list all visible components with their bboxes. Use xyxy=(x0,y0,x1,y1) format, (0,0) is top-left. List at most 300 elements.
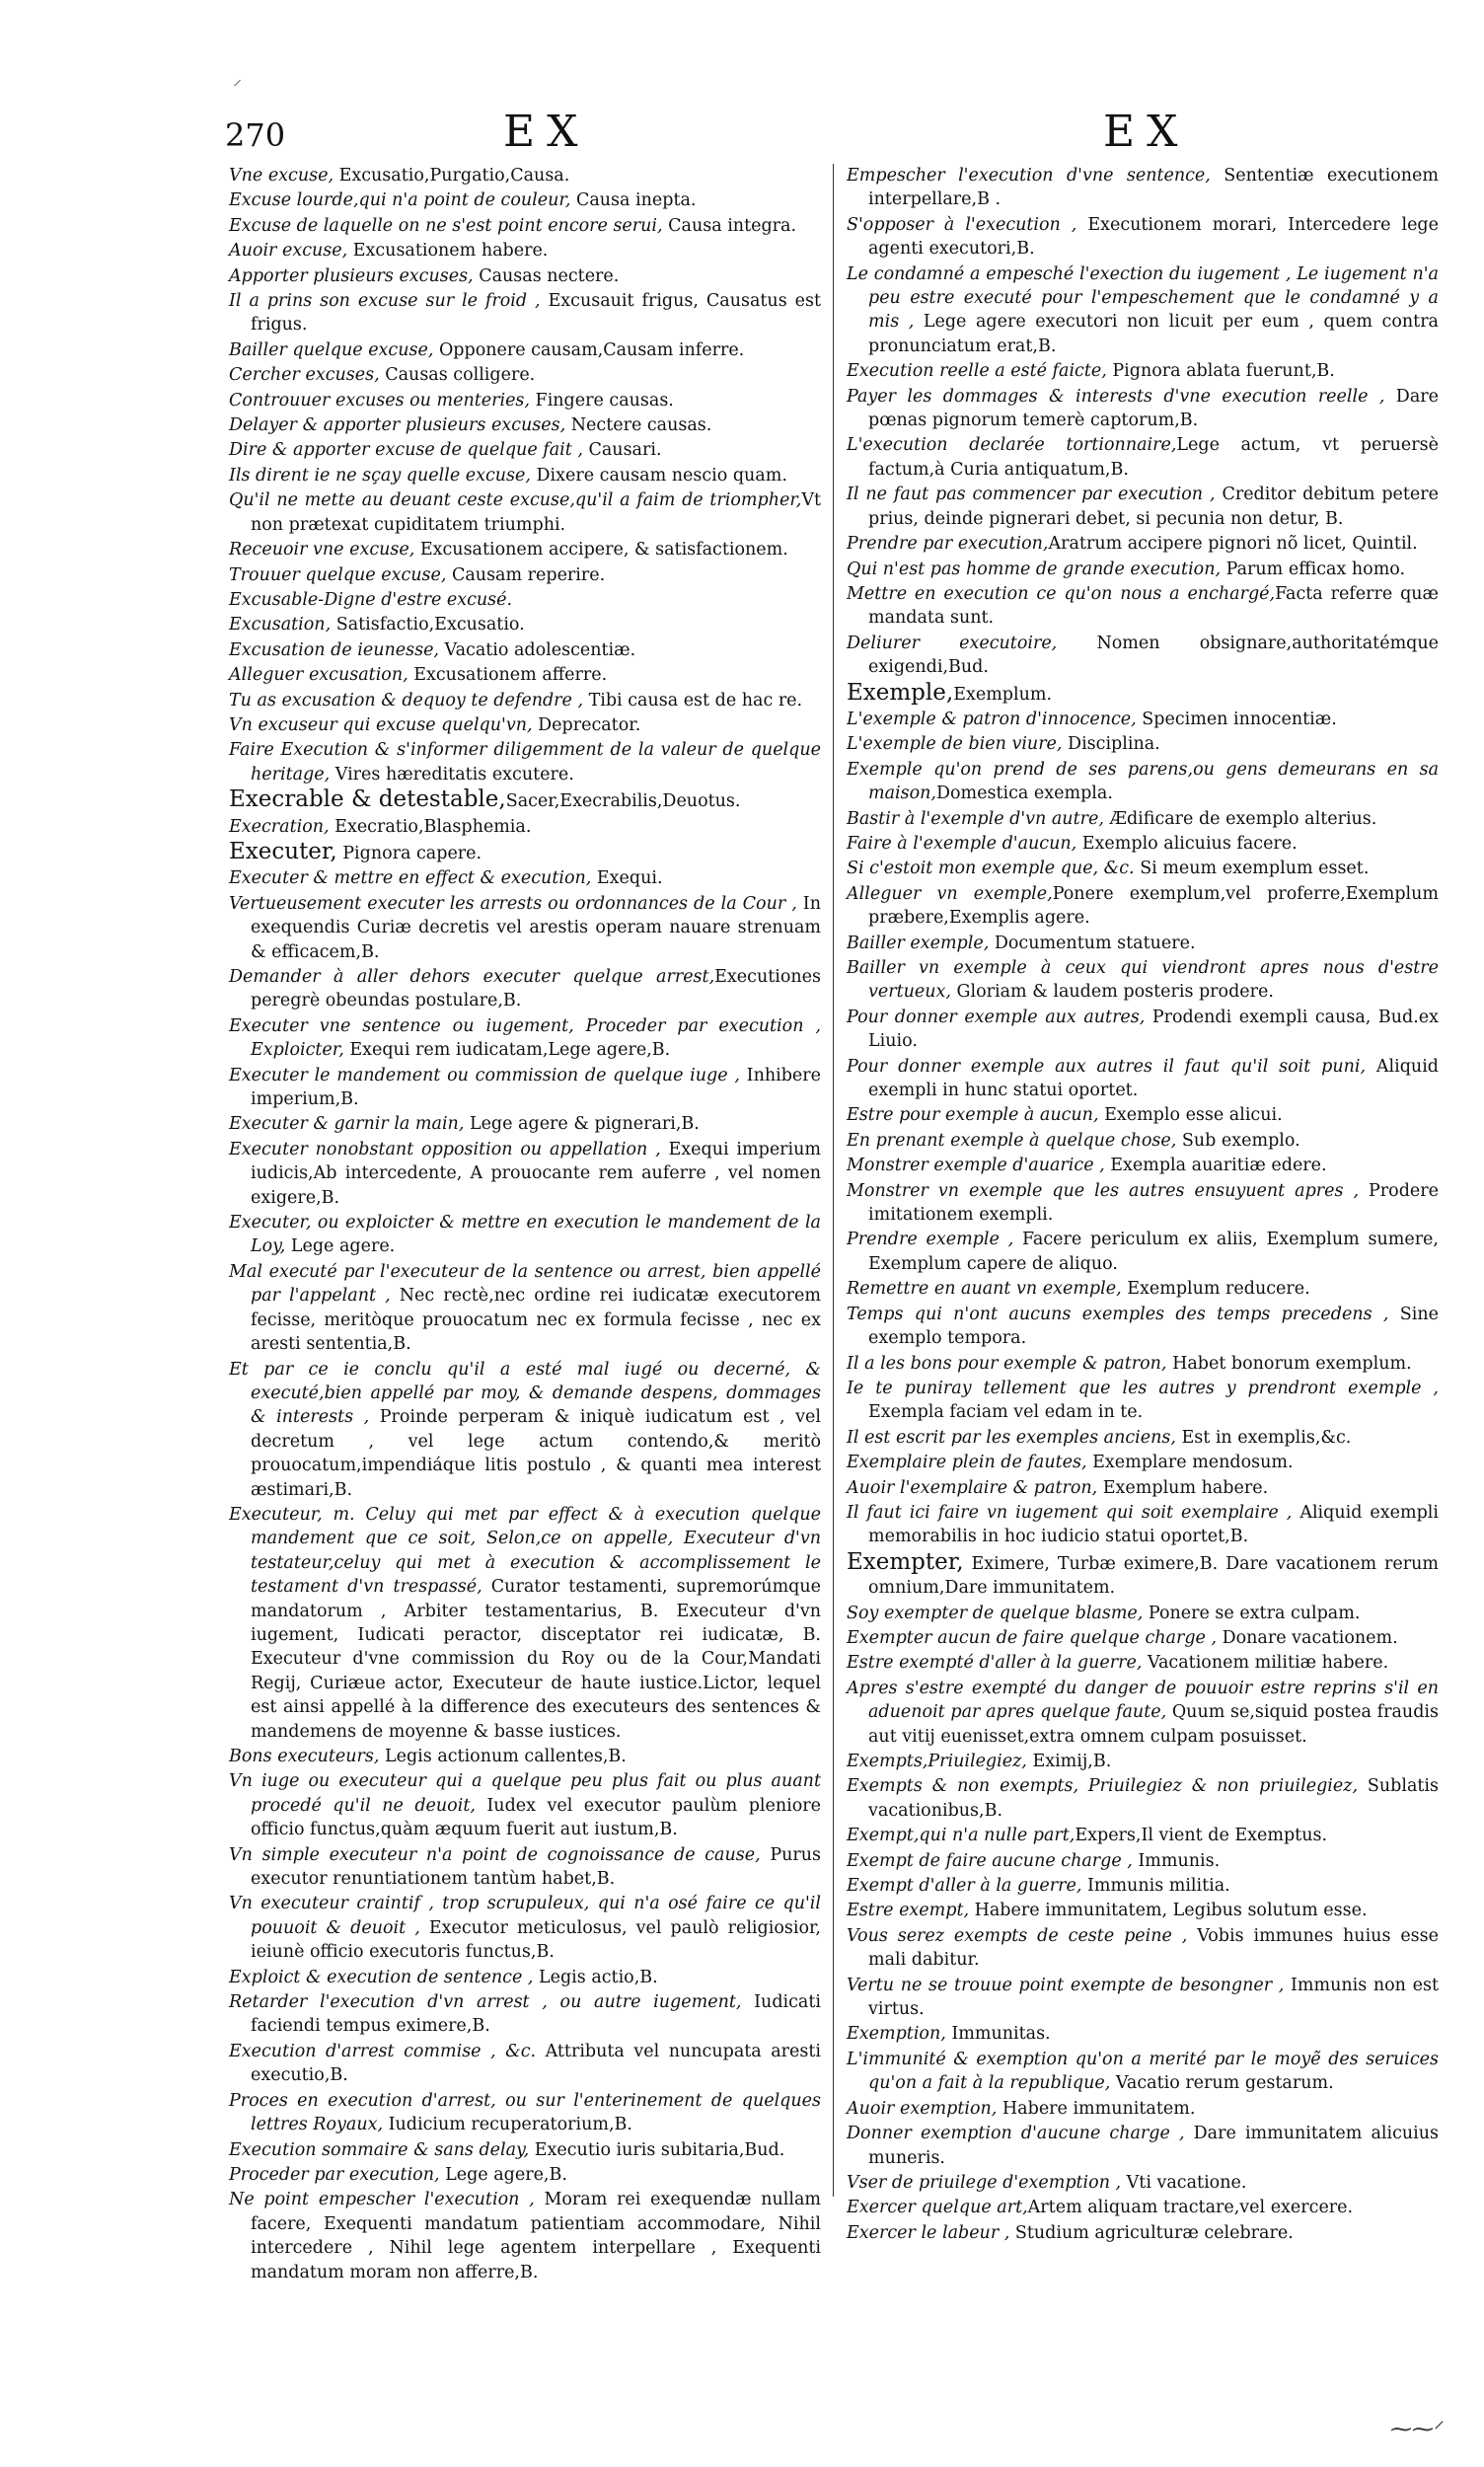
dictionary-entry xyxy=(847,1277,1439,1301)
entry-latin: Sub exemplo. xyxy=(1176,1130,1300,1151)
entry-french: Excuse lourde,qui n'a point de couleur, xyxy=(229,190,571,211)
entry-latin: Ædificare de exemplo alterius. xyxy=(1103,808,1377,829)
entry-french: Excusation de ieunesse, xyxy=(229,639,439,660)
entry-latin: Iudicati faciendi tempus eximere,B. xyxy=(251,1992,821,2037)
entry-french: Estre exempt, xyxy=(847,1901,970,1921)
entry-latin: Ponere exemplum,vel proferre,Exemplum præbere,Exemplis agere. xyxy=(868,883,1440,929)
entry-latin: Tibi causa est de hac re. xyxy=(583,690,803,710)
dictionary-entry xyxy=(229,1358,821,1502)
entry-french: Vn executeur craintif , trop scrupuleux, qui n'a osé faire ce qu'il pouuoit & deuoit , xyxy=(229,1894,821,1938)
dictionary-entry xyxy=(229,1892,821,1964)
dictionary-entry xyxy=(229,1503,821,1744)
dictionary-entry xyxy=(229,2089,821,2137)
entry-latin: Lege agere. xyxy=(285,1236,396,1257)
entry-french: L'immunité & exemption qu'on a merité par le moyẽ des seruices qu'on a fait à la republique, xyxy=(847,2049,1439,2094)
entry-french: Bailler quelque excuse, xyxy=(229,339,434,360)
entry-latin: Vires hæreditatis excutere. xyxy=(330,764,574,785)
entry-french: Controuuer excuses ou menteries, xyxy=(229,390,530,411)
entry-french: Bons executeurs, xyxy=(229,1747,380,1766)
entry-latin: Est in exemplis,&c. xyxy=(1175,1427,1352,1448)
entry-french: Demander à aller dehors executer quelque arrest, xyxy=(229,967,715,987)
entry-latin: Exemplo esse alicui. xyxy=(1098,1105,1283,1126)
entry-french: Exempt de faire aucune charge , xyxy=(847,1850,1133,1871)
entry-latin: Exequi imperium iudicis,Ab intercedente, A prouocante rem auferre , vel nomen exigere,B. xyxy=(251,1139,822,1208)
entry-french: Payer les dommages & interests d'vne execution reelle , xyxy=(847,386,1385,407)
entry-french: Execrable & detestable, xyxy=(229,786,506,813)
entry-french: Vertueusement executer les arrests ou ordonnances de la Cour , xyxy=(229,893,797,914)
dictionary-entry xyxy=(847,1602,1439,1625)
entry-latin: Immunis. xyxy=(1132,1850,1221,1871)
dictionary-entry xyxy=(847,582,1439,631)
entry-french: Exempts & non exempts, Priuilegiez & non priuilegiez, xyxy=(847,1776,1359,1797)
entry-latin: Dare immunitatem alicuius muneris. xyxy=(868,2124,1439,2168)
dictionary-entry xyxy=(229,840,821,865)
entry-french: Executer le mandement ou commission de quelque iuge , xyxy=(229,1065,740,1085)
entry-french: Prendre par execution, xyxy=(847,534,1049,555)
entry-french: Auoir excuse, xyxy=(229,241,348,262)
dictionary-entry xyxy=(229,488,821,537)
entry-french: Executer, xyxy=(229,838,337,864)
entry-latin: Exemplum reducere. xyxy=(1121,1279,1310,1300)
dictionary-entry xyxy=(847,1849,1439,1873)
column-divider xyxy=(833,164,834,2197)
entry-french: Executer & mettre en effect & execution, xyxy=(229,868,592,889)
dictionary-entry xyxy=(847,2171,1439,2195)
entry-latin: Documentum statuere. xyxy=(989,933,1196,953)
footer-mark: ⁓⁓⸍ xyxy=(1389,2418,1445,2442)
dictionary-entry xyxy=(847,2221,1439,2245)
entry-french: Proceder par execution, xyxy=(229,2164,440,2185)
entry-french: Cercher excuses, xyxy=(229,365,380,386)
entry-french: Vn simple executeur n'a point de cognoissance de cause, xyxy=(229,1844,761,1865)
entry-french: Estre pour exemple à aucun, xyxy=(847,1105,1099,1126)
dictionary-entry xyxy=(229,892,821,964)
entry-latin: Nec rectè,nec ordine rei iudicatæ executorem fecisse, meritòque prouocatum nec ex formula fecisse , nec ex aresti sententia,B. xyxy=(251,1286,821,1355)
entry-french: Exemption, xyxy=(847,2024,946,2045)
entry-latin: Si meum exemplum esset. xyxy=(1134,859,1370,879)
dictionary-entry xyxy=(847,1377,1439,1425)
entry-french: Executer vne sentence ou iugement, Proceder par execution , Exploicter, xyxy=(229,1015,821,1061)
entry-latin: Immunis non est virtus. xyxy=(868,1975,1439,2020)
dictionary-entry xyxy=(847,1974,1439,2022)
entry-latin: Legis actio,B. xyxy=(533,1967,658,1987)
entry-latin: Nectere causas. xyxy=(565,415,712,436)
entry-latin: Deprecator. xyxy=(532,714,641,735)
entry-latin: Exemplum habere. xyxy=(1097,1477,1269,1498)
entry-french: Exempt d'aller à la guerre, xyxy=(847,1876,1082,1897)
entry-french: Pour donner exemple aux autres il faut qu'il soit puni, xyxy=(847,1056,1367,1077)
entry-french: Bailler vn exemple à ceux qui viendront apres nous d'estre vertueux, xyxy=(847,958,1439,1003)
dictionary-entry xyxy=(847,1179,1439,1228)
dictionary-entry xyxy=(847,1501,1439,1549)
dictionary-entry xyxy=(847,956,1439,1005)
entry-french: Mal executé par l'executeur de la sentence ou arrest, bien appellé par l'appelant , xyxy=(229,1261,821,1307)
dictionary-entry xyxy=(229,538,821,561)
dictionary-entry xyxy=(229,363,821,387)
dictionary-entry xyxy=(847,1451,1439,1474)
dictionary-entry xyxy=(847,1303,1439,1351)
running-head-left: EX xyxy=(503,107,590,157)
entry-french: Il faut ici faire vn iugement qui soit exemplaire , xyxy=(847,1502,1293,1523)
page-number: 270 xyxy=(225,116,286,154)
entry-latin: Dare pœnas pignorum temerè captorum,B. xyxy=(868,386,1439,431)
entry-latin: Prodendi exempli causa, Bud.ex Liuio. xyxy=(868,1007,1439,1052)
entry-french: Monstrer exemple d'auarice , xyxy=(847,1156,1105,1176)
dictionary-entry xyxy=(229,389,821,412)
entry-latin: Ponere se extra culpam. xyxy=(1143,1603,1361,1623)
entry-french: Receuoir vne excuse, xyxy=(229,540,415,561)
entry-french: Executeur, m. Celuy qui met par effect & à execution quelque mandement que ce soit, Selon,ce on appelle, Executeur d'vn testateur,celuy qui met à execution & accomplissement le testament d'vn trespassé, xyxy=(229,1504,821,1598)
dictionary-entry xyxy=(847,857,1439,880)
entry-french: Auoir exemption, xyxy=(847,2098,998,2119)
entry-french: Empescher l'execution d'vne sentence, xyxy=(847,166,1211,186)
dictionary-entry xyxy=(229,638,821,662)
dictionary-entry xyxy=(847,1550,1439,1601)
dictionary-entry xyxy=(229,438,821,462)
entry-latin: Excusationem accipere, & satisfactionem. xyxy=(414,540,788,561)
entry-latin: Immunis militia. xyxy=(1081,1876,1230,1897)
entry-latin: Vacatio adolescentiæ. xyxy=(438,639,636,660)
entry-latin: Habet bonorum exemplum. xyxy=(1166,1353,1412,1374)
dictionary-entry xyxy=(847,1103,1439,1127)
entry-french: Mettre en execution ce qu'on nous a enchargé, xyxy=(847,583,1276,604)
entry-french: Exemple, xyxy=(847,679,954,706)
entry-latin: Moram rei exequendæ nullam facere, Exequenti mandatum patientiam accommodare, Nihil intercedere , Nihil lege agentem interpellare , Exequenti mandatum moram non afferre,B. xyxy=(251,2190,822,2282)
entry-french: Exercer quelque art, xyxy=(847,2198,1028,2218)
dictionary-entry xyxy=(229,787,821,813)
entry-latin: Exempla faciam vel edam in te. xyxy=(868,1402,1144,1423)
entry-french: Il a les bons pour exemple & patron, xyxy=(847,1353,1167,1374)
entry-latin: Nomen obsignare,authoritatémque exigendi,Bud. xyxy=(868,633,1439,678)
entry-latin: Aratrum accipere pignori nõ licet, Quintil. xyxy=(1048,534,1418,555)
dictionary-entry xyxy=(847,1874,1439,1898)
dictionary-entry xyxy=(847,1006,1439,1054)
entry-latin: Causari. xyxy=(582,440,662,461)
dictionary-entry xyxy=(229,1843,821,1892)
entry-french: Execution reelle a esté faicte, xyxy=(847,361,1107,382)
entry-latin: Fingere causas. xyxy=(529,390,674,411)
entry-french: Remettre en auant vn exemple, xyxy=(847,1279,1122,1300)
dictionary-entry xyxy=(229,1260,821,1357)
entry-latin: Opponere causam,Causam inferre. xyxy=(433,339,745,360)
entry-latin: Pignora ablata fuerunt,B. xyxy=(1106,361,1335,382)
entry-latin: Aliquid exempli in hunc statui oportet. xyxy=(868,1056,1439,1101)
entry-latin: Satisfactio,Excusatio. xyxy=(331,615,525,635)
entry-french: Exploict & execution de sentence , xyxy=(229,1967,534,1987)
dictionary-entry xyxy=(847,1228,1439,1276)
entry-latin: Exemplum. xyxy=(953,684,1053,705)
dictionary-entry xyxy=(229,2138,821,2162)
entry-french: Exemple qu'on prend de ses parens,ou gens demeurans en sa maison, xyxy=(847,759,1439,804)
entry-latin: Causas nectere. xyxy=(473,265,620,286)
dictionary-entry xyxy=(847,2196,1439,2219)
dictionary-entry xyxy=(847,708,1439,731)
entry-latin: Executor meticulosus, vel paulò religiosior, ieiunè officio executoris functus,B. xyxy=(251,1917,821,1963)
entry-latin: Lege agere & pignerari,B. xyxy=(464,1114,700,1135)
entry-latin: Quum se,siquid postea fraudis aut vitij euenisset,extra omnem culpam posuisset. xyxy=(868,1702,1439,1747)
dictionary-entry xyxy=(847,385,1439,433)
dictionary-entry xyxy=(229,713,821,737)
dictionary-entry xyxy=(229,866,821,890)
entry-latin: Immunitas. xyxy=(945,2024,1051,2045)
dictionary-entry xyxy=(847,2097,1439,2121)
dictionary-entry xyxy=(229,1112,821,1136)
entry-latin: Exequi. xyxy=(591,868,663,889)
entry-french: Executer, ou exploicter & mettre en execution le mandement de la Loy, xyxy=(229,1213,821,1257)
dictionary-entry xyxy=(847,1154,1439,1177)
entry-latin: Causam reperire. xyxy=(446,564,606,585)
dictionary-entry xyxy=(847,483,1439,531)
entry-french: Ils dirent ie ne sçay quelle excuse, xyxy=(229,465,531,486)
entry-french: Exempter, xyxy=(847,1548,964,1575)
entry-french: Il est escrit par les exemples anciens, xyxy=(847,1427,1176,1448)
entry-french: Exercer le labeur , xyxy=(847,2222,1010,2243)
dictionary-entry xyxy=(229,264,821,288)
left-column xyxy=(229,164,821,2285)
entry-latin: Sacer,Execrabilis,Deuotus. xyxy=(505,791,741,812)
dictionary-entry xyxy=(847,832,1439,856)
entry-latin: Exemplare mendosum. xyxy=(1086,1453,1294,1473)
entry-latin: Facta referre quæ mandata sunt. xyxy=(868,583,1439,629)
entry-latin: Lege agere,B. xyxy=(439,2164,567,2185)
dictionary-entry xyxy=(229,689,821,712)
entry-french: Temps qui n'ont aucuns exemples des temps precedens , xyxy=(847,1304,1389,1324)
entry-french: Deliurer executoire, xyxy=(847,633,1058,653)
entry-french: Il ne faut pas commencer par execution , xyxy=(847,485,1216,505)
dictionary-entry xyxy=(847,433,1439,482)
entry-latin: Inhibere imperium,B. xyxy=(251,1065,821,1110)
dictionary-entry xyxy=(229,188,821,212)
entry-french: Exempter aucun de faire quelque charge , xyxy=(847,1627,1218,1648)
entry-latin: Eximij,B. xyxy=(1026,1752,1112,1771)
entry-latin: Exequi rem iudicatam,Lege agere,B. xyxy=(343,1040,671,1061)
dictionary-entry xyxy=(847,2122,1439,2170)
entry-latin: Habere immunitatem. xyxy=(997,2098,1196,2119)
entry-latin: Legis actionum callentes,B. xyxy=(379,1747,627,1766)
entry-latin: Executiones peregrè obeundas postulare,B. xyxy=(251,967,821,1011)
dictionary-entry xyxy=(847,1055,1439,1103)
entry-latin: Executionem morari, Intercedere lege agenti executori,B. xyxy=(868,214,1439,260)
running-head-right: EX xyxy=(1103,107,1190,157)
entry-french: Prendre exemple , xyxy=(847,1230,1014,1250)
dictionary-entry xyxy=(847,1476,1439,1500)
entry-latin: Exempla auaritiæ edere. xyxy=(1104,1156,1327,1176)
dictionary-entry xyxy=(229,289,821,337)
dictionary-entry xyxy=(847,213,1439,262)
entry-french: Trouuer quelque excuse, xyxy=(229,564,447,585)
entry-french: Soy exempter de quelque blasme, xyxy=(847,1603,1144,1623)
entry-latin: Vobis immunes huius esse mali dabitur. xyxy=(868,1925,1439,1971)
dictionary-entry xyxy=(229,1966,821,1989)
entry-latin: Vacationem militiæ habere. xyxy=(1142,1653,1389,1674)
entry-latin: Purus executor renuntiationem tantùm habet,B. xyxy=(251,1844,821,1890)
dictionary-entry xyxy=(847,359,1439,383)
entry-french: Bastir à l'exemple d'vn autre, xyxy=(847,808,1104,829)
dictionary-entry xyxy=(847,558,1439,581)
dictionary-entry xyxy=(847,1677,1439,1749)
entry-french: Alleguer vn exemple, xyxy=(847,883,1053,904)
entry-french: Vertu ne se trouue point exempte de besongner , xyxy=(847,1975,1285,1995)
dictionary-entry xyxy=(847,1774,1439,1823)
entry-latin: Exemplo alicuius facere. xyxy=(1076,833,1298,854)
entry-latin: Vacatio rerum gestarum. xyxy=(1110,2073,1334,2094)
dictionary-entry xyxy=(229,464,821,487)
entry-latin: Iudex vel executor paulùm pleniore officio functus,quàm æquum fuerit aut iustum,B. xyxy=(251,1795,821,1840)
entry-latin: Studium agriculturæ celebrare. xyxy=(1009,2222,1294,2243)
dictionary-entry xyxy=(229,563,821,587)
entry-french: En prenant exemple à quelque chose, xyxy=(847,1130,1177,1151)
dictionary-entry xyxy=(847,681,1439,707)
dictionary-entry xyxy=(847,1824,1439,1847)
dictionary-entry xyxy=(229,338,821,362)
entry-latin: Expers,Il vient de Exemptus. xyxy=(1075,1826,1328,1846)
entry-latin: Vti vacatione. xyxy=(1121,2172,1247,2193)
entry-latin: Iudicium recuperatorium,B. xyxy=(383,2115,632,2135)
dictionary-entry xyxy=(847,164,1439,212)
entry-french: Exempts,Priuilegiez, xyxy=(847,1752,1027,1771)
entry-latin: Lege agere executori non licuit per eum , quem contra pronunciatum erat,B. xyxy=(868,312,1439,356)
dictionary-entry xyxy=(847,2048,1439,2096)
entry-french: Donner exemption d'aucune charge , xyxy=(847,2124,1185,2144)
dictionary-entry xyxy=(847,1750,1439,1773)
dictionary-entry xyxy=(229,239,821,262)
dictionary-entry xyxy=(229,2188,821,2284)
dictionary-entry xyxy=(229,2163,821,2187)
entry-french: Apporter plusieurs excuses, xyxy=(229,265,474,286)
entry-french: Tu as excusation & dequoy te defendre , xyxy=(229,690,584,710)
entry-french: Vne excuse, xyxy=(229,166,334,186)
entry-french: L'exemple de bien viure, xyxy=(847,734,1063,755)
entry-french: Vser de priuilege d'exemption , xyxy=(847,2172,1122,2193)
entry-latin: Sine exemplo tempora. xyxy=(868,1304,1439,1349)
entry-french: Qui n'est pas homme de grande execution, xyxy=(847,559,1222,579)
entry-latin: Lege actum, vt peruersè factum,à Curia antiquatum,B. xyxy=(868,435,1439,480)
dictionary-entry xyxy=(847,882,1439,931)
dictionary-entry xyxy=(847,1426,1439,1450)
entry-latin: Attributa vel nuncupata aresti executio,B. xyxy=(251,2041,821,2086)
entry-latin: Sublatis vacationibus,B. xyxy=(868,1776,1440,1821)
entry-french: L'execution declarée tortionnaire, xyxy=(847,435,1177,456)
entry-french: Faire à l'exemple d'aucun, xyxy=(847,833,1077,854)
entry-latin: Excusationem habere. xyxy=(347,241,549,262)
entry-latin: Donare vacationem. xyxy=(1217,1627,1398,1648)
entry-french: S'opposer à l'execution , xyxy=(847,214,1077,235)
dictionary-entry xyxy=(847,2022,1439,2046)
entry-french: Apres s'estre exempté du danger de pouuoir estre reprins s'il en aduenoit par apres quelque faute, xyxy=(847,1678,1439,1723)
dictionary-entry xyxy=(229,214,821,238)
dictionary-entry xyxy=(229,1745,821,1768)
entry-latin: Excusatio,Purgatio,Causa. xyxy=(334,166,570,186)
entry-french: Proces en execution d'arrest, ou sur l'enterinement de quelques lettres Royaux, xyxy=(229,2090,821,2135)
entry-french: Faire Execution & s'informer diligemment de la valeur de quelque heritage, xyxy=(229,740,821,785)
entry-french: Execution sommaire & sans delay, xyxy=(229,2139,530,2160)
entry-french: Auoir l'exemplaire & patron, xyxy=(847,1477,1098,1498)
dictionary-entry xyxy=(229,1138,821,1210)
entry-french: Excusation, xyxy=(229,615,332,635)
entry-latin: Causa integra. xyxy=(662,215,797,236)
entry-latin: Dixere causam nescio quam. xyxy=(530,465,787,486)
entry-latin: Creditor debitum petere prius, deinde pignerari debet, si pecunia non detur, B. xyxy=(868,485,1439,529)
entry-french: Executer & garnir la main, xyxy=(229,1114,465,1135)
entry-french: Excusable-Digne d'estre excusé. xyxy=(229,589,513,610)
dictionary-entry xyxy=(229,588,821,612)
dictionary-entry xyxy=(847,1899,1439,1922)
dictionary-entry xyxy=(229,2040,821,2088)
dictionary-entry xyxy=(229,613,821,636)
dictionary-entry xyxy=(229,663,821,687)
entry-latin: Parum efficax homo. xyxy=(1221,559,1406,579)
entry-french: Qu'il ne mette au deuant ceste excuse,qu'il a faim de triompher, xyxy=(229,490,802,511)
entry-latin: Proinde perperam & iniquè iudicatum est , vel decretum , vel lege actum contendo,& meritò prouocatum,impendiáque litis postulo , & quanti mea interest æstimari,B. xyxy=(251,1407,821,1500)
dictionary-entry xyxy=(229,164,821,187)
dictionary-entry xyxy=(847,807,1439,831)
dictionary-entry xyxy=(847,532,1439,556)
entry-latin: Sententiæ executionem interpellare,B . xyxy=(868,166,1439,210)
entry-latin: Disciplina. xyxy=(1062,734,1160,755)
entry-french: Et par ce ie conclu qu'il a esté mal iugé ou decerné, & executé,bien appellé par moy, & demande despens, dommages & interests , xyxy=(229,1359,821,1428)
dictionary-entry xyxy=(847,1924,1439,1973)
entry-french: L'exemple & patron d'innocence, xyxy=(847,709,1137,729)
entry-latin: Habere immunitatem, Legibus solutum esse. xyxy=(969,1901,1368,1921)
entry-french: Pour donner exemple aux autres, xyxy=(847,1007,1146,1027)
entry-latin: Causas colligere. xyxy=(379,365,536,386)
entry-french: Ie te puniray tellement que les autres y prendront exemple , xyxy=(847,1378,1439,1398)
entry-latin: Causa inepta. xyxy=(570,190,697,211)
entry-latin: Gloriam & laudem posteris prodere. xyxy=(950,982,1274,1003)
entry-latin: Executio iuris subitaria,Bud. xyxy=(529,2139,785,2160)
page-header xyxy=(0,0,1484,158)
entry-french: Alleguer excusation, xyxy=(229,665,408,686)
entry-french: Il a prins son excuse sur le froid , xyxy=(229,291,541,312)
right-column xyxy=(847,164,1439,2246)
entry-french: Monstrer vn exemple que les autres ensuyuent apres , xyxy=(847,1180,1360,1201)
dictionary-entry xyxy=(847,932,1439,955)
entry-french: Vous serez exempts de ceste peine , xyxy=(847,1925,1188,1946)
dictionary-entry xyxy=(229,1990,821,2039)
dictionary-entry xyxy=(229,1211,821,1259)
entry-latin: Artem aliquam tractare,vel exercere. xyxy=(1027,2198,1354,2218)
dictionary-entry xyxy=(847,758,1439,806)
entry-latin: Facere periculum ex aliis, Exemplum sumere, Exemplum capere de aliquo. xyxy=(868,1230,1439,1274)
entry-french: Vn iuge ou executeur qui a quelque peu plus fait ou plus auant procedé qu'il ne deuoit, xyxy=(229,1771,821,1816)
entry-french: Estre exempté d'aller à la guerre, xyxy=(847,1653,1143,1674)
entry-french: Exempt,qui n'a nulle part, xyxy=(847,1826,1076,1846)
entry-latin: Eximere, Turbæ eximere,B. Dare vacationem rerum omnium,Dare immunitatem. xyxy=(868,1553,1439,1599)
entry-latin: Prodere imitationem exempli. xyxy=(868,1180,1439,1226)
entry-french: Dire & apporter excuse de quelque fait , xyxy=(229,440,583,461)
dictionary-entry xyxy=(229,1769,821,1841)
dictionary-entry xyxy=(229,413,821,437)
entry-latin: Excusauit frigus, Causatus est frigus. xyxy=(251,291,821,336)
dictionary-entry xyxy=(229,738,821,786)
dictionary-entry xyxy=(847,632,1439,680)
entry-french: Executer nonobstant opposition ou appellation , xyxy=(229,1139,661,1159)
dictionary-entry xyxy=(847,1352,1439,1376)
dictionary-entry xyxy=(229,1064,821,1112)
entry-latin: Aliquid exempli memorabilis in hoc iudicio statui oportet,B. xyxy=(868,1502,1439,1547)
entry-french: Vn excuseur qui excuse quelqu'vn, xyxy=(229,714,533,735)
entry-latin: In exequendis Curiæ decretis vel arestis operam nauare strenuam & efficacem,B. xyxy=(251,893,821,962)
dictionary-entry xyxy=(847,262,1439,359)
entry-french: Exemplaire plein de fautes, xyxy=(847,1453,1087,1473)
entry-french: Bailler exemple, xyxy=(847,933,990,953)
entry-latin: Vt non prætexat cupiditatem triumphi. xyxy=(251,490,821,535)
corner-mark: ⸝ xyxy=(233,69,242,90)
entry-latin: Curator testamenti, supremorúmque mandatorum , Arbiter testamentarius, B. Executeur d'vn iugement, Iudicati peractor, disceptator rei iudicatæ, B. Executeur d'vne commission du Roy ou de la Cour,Mandati Regij, Curiæue actor, Executeur de haute iustice.Lictor, lequel est ainsi appellé à la difference des executeurs des sentences & mandemens de moyenne & basse iustices. xyxy=(251,1577,821,1742)
dictionary-entry xyxy=(229,965,821,1013)
entry-latin: Execratio,Blasphemia. xyxy=(329,816,532,837)
dictionary-entry xyxy=(847,732,1439,756)
